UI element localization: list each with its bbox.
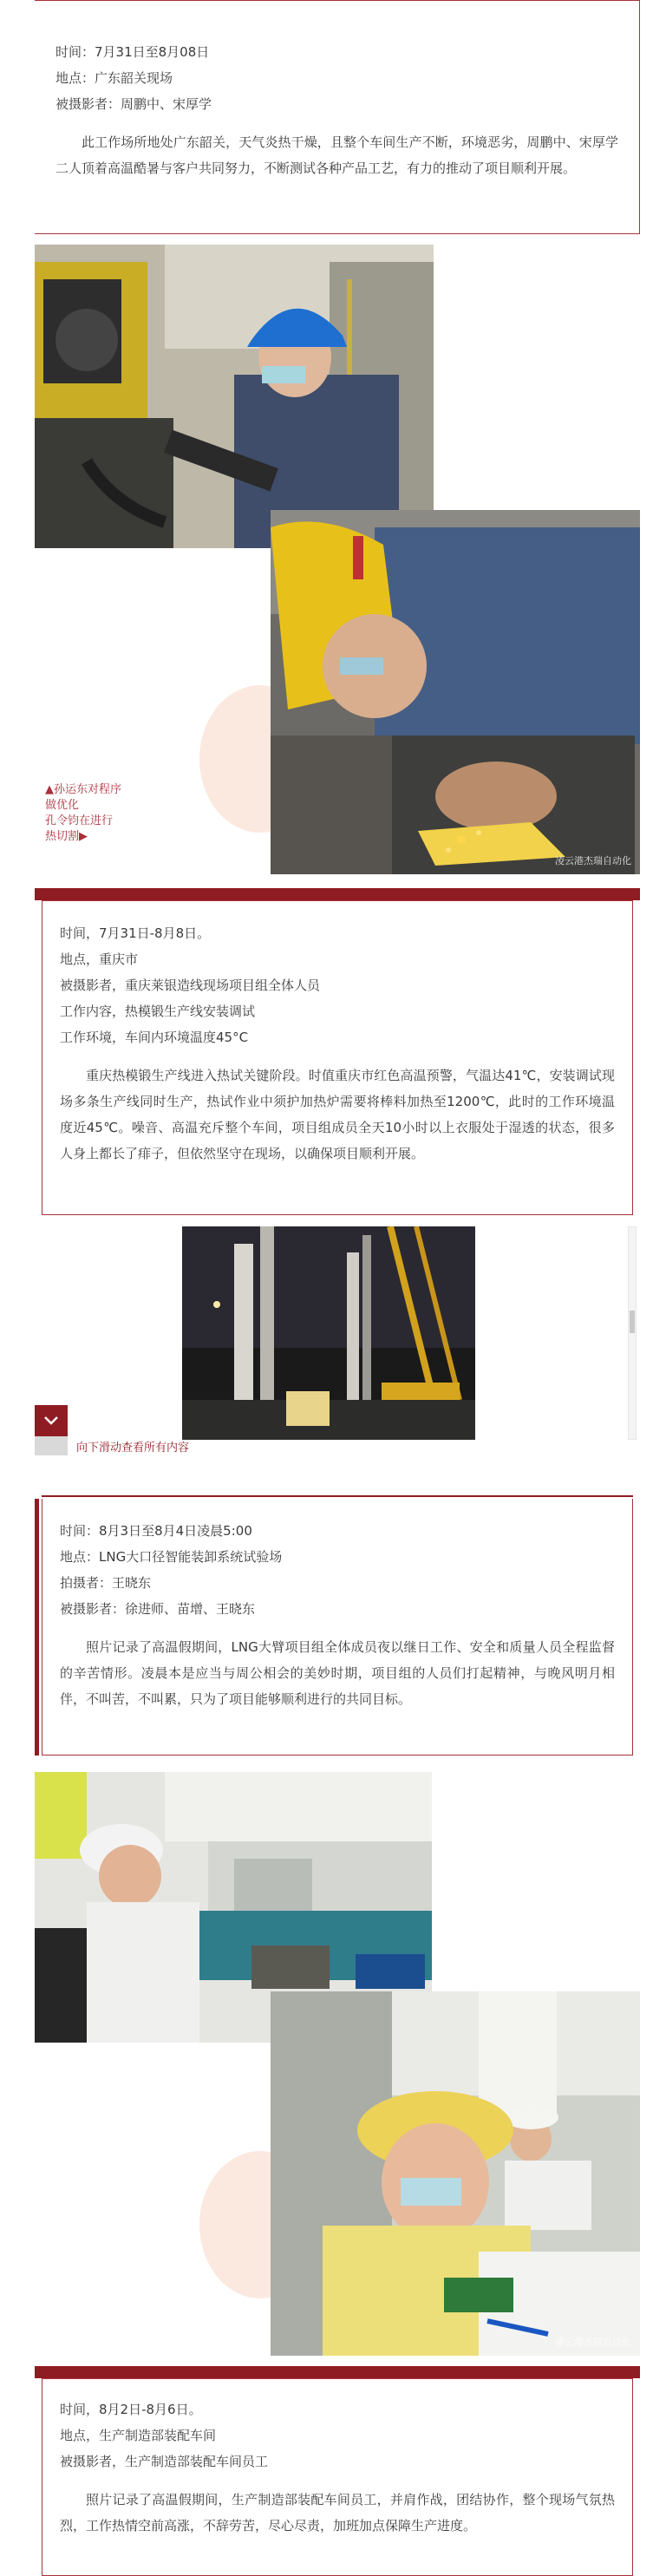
section4-top-bar	[35, 2366, 640, 2378]
section2-time: 时间，7月31日-8月8日。	[60, 925, 211, 941]
expand-more-button[interactable]	[35, 1405, 68, 1436]
section2-card	[42, 900, 633, 1215]
caption-line-2: 做优化	[45, 799, 80, 812]
section4-place: 地点，生产制造部装配车间	[60, 2428, 217, 2443]
section1-card	[35, 0, 640, 234]
section1-paragraph: 此工作场所地处广东韶关，天气炎热干燥，且整个车间生产不断，环境恶劣，周鹏中、宋厚学二人顶着高温酷暑与客户共同努力，不断测试各种产品工艺，有力的推动了项目顺利开展。	[56, 134, 618, 176]
section1-place: 地点：广东韶关现场	[56, 70, 173, 86]
section4-paragraph: 照片记录了高温假期间，生产制造部装配车间员工，并肩作战，团结协作，整个现场气氛热烈，工作热情空前高涨，不辞劳苦，尽心尽责，加班加点保障生产进度。	[60, 2492, 615, 2534]
photo-worker-yellow-helmet	[271, 510, 640, 874]
section3-place: 地点：LNG大口径智能装卸系统试验场	[60, 1549, 283, 1565]
scroll-hint-text[interactable]: 向下滑动查看所有内容	[76, 1442, 190, 1455]
section4-card	[42, 2378, 633, 2576]
caption-line-4: 热切割▶	[45, 830, 88, 843]
section2-environment: 工作环境，车间内环境温度45°C	[60, 1030, 249, 1045]
expand-more-strip	[35, 1436, 68, 1455]
section3-photographer: 拍摄者：王晓东	[60, 1575, 152, 1591]
caption-line-1: ▲孙运东对程序	[45, 783, 121, 796]
section4-photographed: 被摄影者，生产制造部装配车间员工	[60, 2454, 269, 2469]
caption-line-3: 孔令钧在进行	[45, 814, 114, 827]
section4-time: 时间，8月2日-8月6日。	[60, 2402, 202, 2417]
section1-time: 时间：7月31日至8月08日	[56, 44, 210, 60]
photo-night-lng-crane[interactable]	[182, 1226, 475, 1440]
photo-worker-yellow-cap	[271, 1991, 640, 2356]
section2-photographed: 被摄影者，重庆莱银造线现场项目组全体人员	[60, 977, 321, 993]
chevron-down-icon	[35, 1405, 68, 1436]
section3-paragraph: 照片记录了高温假期间，LNG大臂项目组全体成员夜以继日工作、安全和质量人员全程监督的辛苦情形。凌晨本是应当与周公相会的美妙时期，项目组的人员们打起精神，与晚风明月相伴，不叫苦，不叫累，只为了项目能够顺利进行的共同目标。	[60, 1639, 615, 1707]
scrollbar-thumb[interactable]	[630, 1311, 635, 1333]
photo4-watermark: 凌云港杰瑞自动化	[555, 2337, 631, 2348]
section3-left-bar	[35, 1499, 39, 1755]
section1-photographed: 被摄影者：周鹏中、宋厚学	[56, 96, 212, 112]
section3-card	[42, 1499, 633, 1755]
section3-top-line	[42, 1495, 633, 1497]
section2-top-bar	[35, 888, 640, 900]
section2-content: 工作内容，热模锻生产线安装调试	[60, 1004, 256, 1019]
section2-paragraph: 重庆热模锻生产线进入热试关键阶段。时值重庆市红色高温预警，气温达41℃，安装调试现场多条生产线同时生产，热试作业中须护加热炉需要将棒料加热至1200℃，此时的工作环境温度近45℃。噪音、高温充斥整个车间，项目组成员全天10小时以上衣服处于湿透的状态，很多人身上都长了痱子，但依然坚守在现场，以确保项目顺利开展。	[60, 1068, 615, 1161]
section3-time: 时间：8月3日至8月4日凌晨5:00	[60, 1523, 252, 1539]
section2-place: 地点，重庆市	[60, 951, 139, 967]
photo-technician-blue-helmet	[35, 245, 434, 548]
photo-caption-1	[45, 782, 140, 845]
section3-photographed: 被摄影者：徐进师、苗增、王晓东	[60, 1601, 256, 1617]
scrollbar-track[interactable]	[628, 1226, 637, 1440]
photo2-watermark: 凌云港杰瑞自动化	[555, 855, 631, 866]
